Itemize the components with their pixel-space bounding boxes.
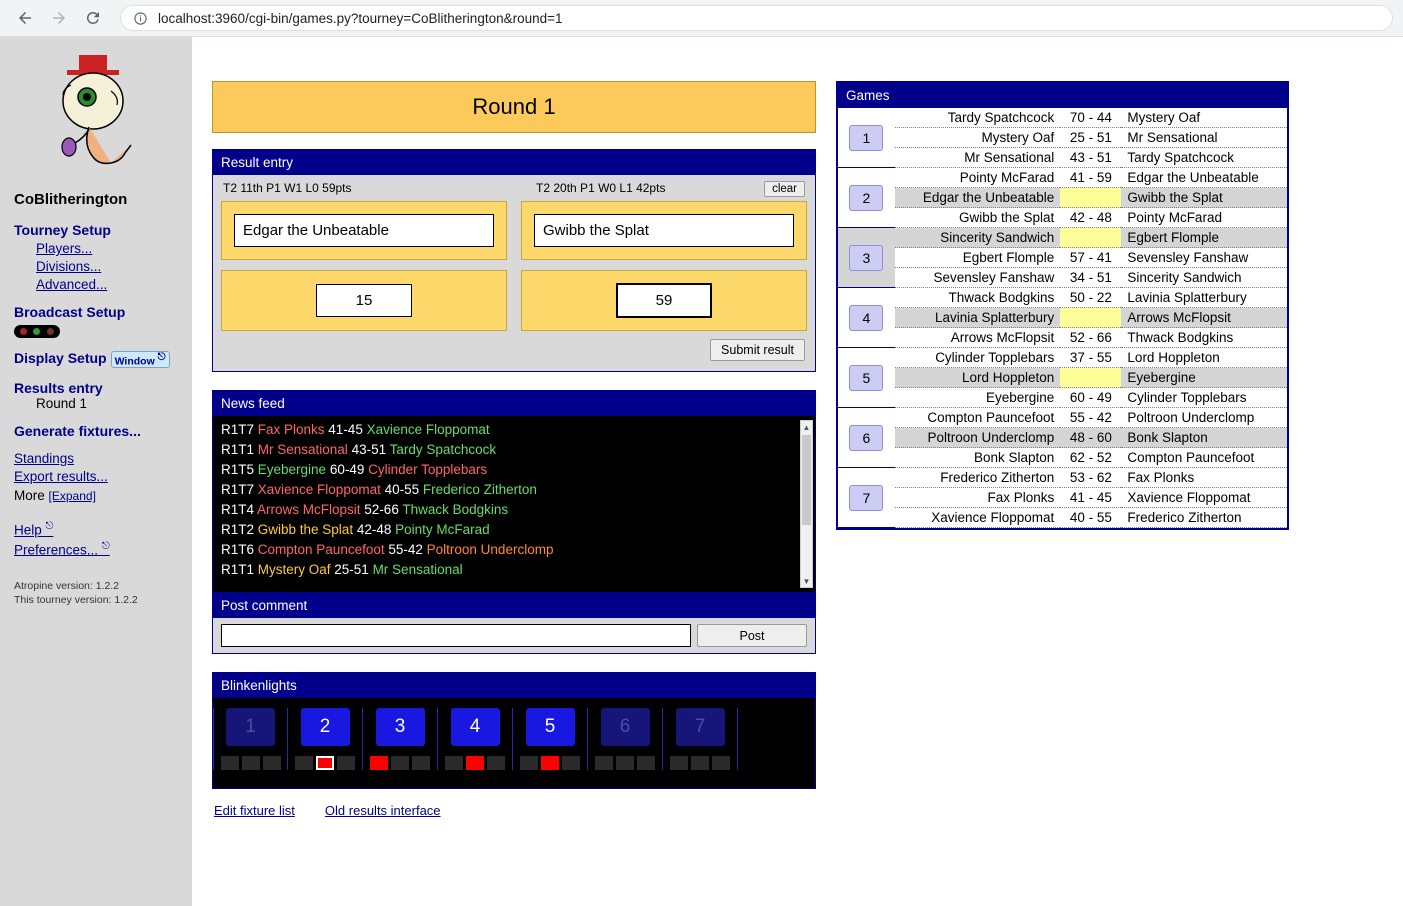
game-score[interactable]: 50 - 22 bbox=[1060, 288, 1121, 308]
sidebar-item-divisions[interactable]: Divisions... bbox=[36, 259, 102, 274]
blinkenlights-title: Blinkenlights bbox=[213, 673, 815, 698]
games-table bbox=[838, 108, 1287, 528]
browser-toolbar bbox=[0, 0, 1403, 37]
sidebar-more-label: More bbox=[14, 488, 45, 504]
version-info bbox=[14, 579, 178, 607]
table-row[interactable] bbox=[838, 168, 1287, 188]
game-score[interactable]: 41 - 59 bbox=[1060, 168, 1121, 188]
table-row[interactable] bbox=[838, 388, 1287, 408]
table-number-cell bbox=[838, 168, 895, 228]
table-row[interactable] bbox=[838, 308, 1287, 328]
news-line bbox=[221, 442, 807, 457]
table-number-cell bbox=[838, 468, 895, 528]
blinkenlight-lamp bbox=[316, 756, 334, 770]
news-line-score: 42-48 bbox=[356, 522, 396, 537]
edit-fixture-list-link[interactable]: Edit fixture list bbox=[214, 803, 295, 818]
table-number-cell bbox=[838, 288, 895, 348]
game-player1: Gwibb the Splat bbox=[895, 208, 1061, 228]
game-player2: Gwibb the Splat bbox=[1121, 188, 1287, 208]
player2-score-input[interactable] bbox=[616, 283, 712, 318]
game-player1: Pointy McFarad bbox=[895, 168, 1061, 188]
blinkenlight-lamps bbox=[370, 756, 430, 770]
atropine-version: Atropine version: 1.2.2 bbox=[14, 580, 120, 593]
game-player2: Arrows McFlopsit bbox=[1121, 308, 1287, 328]
game-player2: Lord Hoppleton bbox=[1121, 348, 1287, 368]
game-score[interactable]: 43 - 51 bbox=[1060, 148, 1121, 168]
game-score[interactable] bbox=[1060, 188, 1121, 208]
news-line-player1: Compton Pauncefoot bbox=[257, 542, 389, 557]
round-banner: Round 1 bbox=[212, 81, 816, 133]
news-feed-body bbox=[213, 416, 815, 592]
news-line-score: 25-51 bbox=[334, 562, 373, 577]
table-row[interactable] bbox=[838, 428, 1287, 448]
news-line bbox=[221, 422, 807, 437]
table-row[interactable] bbox=[838, 108, 1287, 128]
news-line-code: R1T7 bbox=[221, 482, 258, 497]
news-line bbox=[221, 562, 807, 577]
table-row[interactable] bbox=[838, 508, 1287, 528]
game-player2: Bonk Slapton bbox=[1121, 428, 1287, 448]
table-number-badge: 5 bbox=[849, 365, 883, 391]
sidebar-heading-display-setup[interactable] bbox=[14, 350, 178, 368]
news-line-player1: Mr Sensational bbox=[257, 442, 352, 457]
result-entry-body bbox=[213, 175, 815, 371]
game-score[interactable]: 37 - 55 bbox=[1060, 348, 1121, 368]
game-player2: Tardy Spatchcock bbox=[1121, 148, 1287, 168]
blinkenlight-table-number[interactable]: 6 bbox=[601, 708, 650, 746]
game-player2: Egbert Flomple bbox=[1121, 228, 1287, 248]
blinkenlight-lamp bbox=[412, 756, 430, 770]
sidebar-item-standings[interactable]: Standings bbox=[14, 451, 75, 467]
player2-name-input[interactable] bbox=[534, 214, 794, 247]
game-player2: Fax Plonks bbox=[1121, 468, 1287, 488]
blinkenlight-lamp bbox=[691, 756, 709, 770]
sidebar-heading-generate-fixtures[interactable]: Generate fixtures... bbox=[14, 423, 141, 440]
game-player2: Eyebergine bbox=[1121, 368, 1287, 388]
table-row[interactable] bbox=[838, 348, 1287, 368]
blinkenlight-lamp bbox=[337, 756, 355, 770]
external-link-icon: ⎋ bbox=[101, 540, 110, 552]
blinkenlight-group[interactable] bbox=[288, 708, 363, 770]
news-scrollbar[interactable] bbox=[800, 420, 813, 588]
post-comment-row bbox=[213, 618, 815, 653]
external-link-icon: ⎋ bbox=[157, 351, 166, 363]
result-entry-standings bbox=[221, 181, 807, 201]
blinkenlight-lamp bbox=[391, 756, 409, 770]
table-number-cell bbox=[838, 228, 895, 288]
game-score[interactable]: 42 - 48 bbox=[1060, 208, 1121, 228]
table-number-cell bbox=[838, 408, 895, 468]
game-score[interactable]: 62 - 52 bbox=[1060, 448, 1121, 468]
blinkenlight-table-number[interactable]: 7 bbox=[676, 708, 725, 746]
game-score[interactable] bbox=[1060, 368, 1121, 388]
news-lines bbox=[221, 422, 807, 577]
game-score[interactable]: 40 - 55 bbox=[1060, 508, 1121, 528]
game-player1: Cylinder Topplebars bbox=[895, 348, 1061, 368]
tourney-name: CoBlitherington bbox=[14, 191, 128, 208]
game-player1: Egbert Flomple bbox=[895, 248, 1061, 268]
game-player2: Xavience Floppomat bbox=[1121, 488, 1287, 508]
url-text: localhost:3960/cgi-bin/games.py?tourney=CoBlitherington&round=1 bbox=[158, 10, 563, 26]
player1-score-input[interactable] bbox=[316, 284, 412, 317]
game-player2: Lavinia Splatterbury bbox=[1121, 288, 1287, 308]
game-player1: Lord Hoppleton bbox=[895, 368, 1061, 388]
blinkenlight-group[interactable] bbox=[213, 708, 288, 770]
table-row[interactable] bbox=[838, 188, 1287, 208]
news-line-score: 40-55 bbox=[384, 482, 423, 497]
news-line-player2: Xavience Floppomat bbox=[366, 422, 490, 437]
news-line-player2: Tardy Spatchcock bbox=[389, 442, 497, 457]
news-feed-panel bbox=[212, 390, 816, 654]
sidebar-heading-broadcast-setup[interactable]: Broadcast Setup bbox=[14, 304, 126, 320]
table-row[interactable] bbox=[838, 448, 1287, 468]
game-score[interactable]: 60 - 49 bbox=[1060, 388, 1121, 408]
blinkenlight-lamp bbox=[595, 756, 613, 770]
sidebar-item-round-1[interactable]: Round 1 bbox=[36, 396, 88, 412]
blinkenlight-group[interactable] bbox=[513, 708, 588, 770]
table-number-badge: 3 bbox=[849, 245, 883, 271]
blinkenlight-group[interactable] bbox=[663, 708, 738, 770]
sidebar-item-preferences[interactable]: Preferences... ⎋ bbox=[14, 540, 110, 558]
blinkenlight-lamp bbox=[466, 756, 484, 770]
news-line-player1: Xavience Floppomat bbox=[257, 482, 385, 497]
game-player2: Mr Sensational bbox=[1121, 128, 1287, 148]
news-line bbox=[221, 462, 807, 477]
reload-icon[interactable] bbox=[78, 3, 108, 33]
news-line-code: R1T1 bbox=[221, 562, 258, 577]
submit-row bbox=[221, 331, 807, 363]
news-line-player2: Cylinder Topplebars bbox=[368, 462, 488, 477]
game-player2: Cylinder Topplebars bbox=[1121, 388, 1287, 408]
game-player2: Edgar the Unbeatable bbox=[1121, 168, 1287, 188]
result-entry-title: Result entry bbox=[213, 150, 815, 175]
blinkenlight-lamp bbox=[221, 756, 239, 770]
game-score[interactable]: 52 - 66 bbox=[1060, 328, 1121, 348]
table-number-badge: 4 bbox=[849, 305, 883, 331]
player1-name-input[interactable] bbox=[234, 214, 494, 247]
blinkenlight-lamps bbox=[670, 756, 730, 770]
display-setup-label: Display Setup bbox=[14, 350, 107, 366]
info-circle-icon bbox=[133, 11, 148, 26]
game-player2: Sincerity Sandwich bbox=[1121, 268, 1287, 288]
page-body bbox=[0, 37, 1403, 906]
blinkenlight-lamps bbox=[221, 756, 281, 770]
game-score[interactable] bbox=[1060, 308, 1121, 328]
forward-arrow-icon[interactable] bbox=[44, 3, 74, 33]
table-row[interactable] bbox=[838, 148, 1287, 168]
blinkenlight-lamp bbox=[541, 756, 559, 770]
table-row[interactable] bbox=[838, 248, 1287, 268]
game-player2: Poltroon Underclomp bbox=[1121, 408, 1287, 428]
news-line-code: R1T4 bbox=[221, 502, 258, 517]
game-score[interactable]: 57 - 41 bbox=[1060, 248, 1121, 268]
news-line bbox=[221, 502, 807, 517]
table-number-badge: 7 bbox=[849, 485, 883, 511]
game-player1: Xavience Floppomat bbox=[895, 508, 1061, 528]
table-number-cell bbox=[838, 108, 895, 168]
game-player1: Thwack Bodgkins bbox=[895, 288, 1061, 308]
news-line-player1: Eyebergine bbox=[257, 462, 330, 477]
post-button[interactable]: Post bbox=[697, 624, 807, 647]
table-row[interactable] bbox=[838, 208, 1287, 228]
game-score[interactable]: 48 - 60 bbox=[1060, 428, 1121, 448]
blinkenlights-body bbox=[213, 698, 815, 788]
news-line-player1: Gwibb the Splat bbox=[257, 522, 357, 537]
blinkenlight-lamp bbox=[263, 756, 281, 770]
sidebar-item-advanced[interactable]: Advanced... bbox=[36, 277, 108, 292]
game-player1: Fax Plonks bbox=[895, 488, 1061, 508]
game-score[interactable] bbox=[1060, 228, 1121, 248]
player1-standing: T2 11th P1 W1 L0 59pts bbox=[223, 181, 352, 195]
table-row[interactable] bbox=[838, 288, 1287, 308]
blinkenlight-lamps bbox=[520, 756, 580, 770]
game-player1: Lavinia Splatterbury bbox=[895, 308, 1061, 328]
result-entry-panel bbox=[212, 149, 816, 372]
news-line-code: R1T1 bbox=[221, 442, 258, 457]
news-line-score: 55-42 bbox=[388, 542, 427, 557]
address-bar[interactable] bbox=[120, 5, 1393, 31]
table-row[interactable] bbox=[838, 408, 1287, 428]
player1-score-cell bbox=[221, 270, 507, 331]
blinkenlight-lamp bbox=[487, 756, 505, 770]
blinkenlight-lamp bbox=[670, 756, 688, 770]
game-score[interactable]: 25 - 51 bbox=[1060, 128, 1121, 148]
blinkenlight-lamps bbox=[445, 756, 505, 770]
submit-result-button[interactable]: Submit result bbox=[710, 339, 805, 361]
blinkenlight-lamps bbox=[295, 756, 355, 770]
blinkenlight-lamp bbox=[242, 756, 260, 770]
table-row[interactable] bbox=[838, 268, 1287, 288]
sidebar-item-players[interactable]: Players... bbox=[36, 241, 93, 256]
news-line-player1: Mystery Oaf bbox=[257, 562, 335, 577]
blinkenlights-panel bbox=[212, 672, 816, 789]
game-player2: Pointy McFarad bbox=[1121, 208, 1287, 228]
sidebar-heading-tourney-setup: Tourney Setup bbox=[14, 222, 111, 238]
traffic-lights-icon bbox=[14, 325, 60, 338]
table-number-badge: 6 bbox=[849, 425, 883, 451]
window-badge[interactable]: Window ⎋ bbox=[111, 351, 170, 369]
main-column bbox=[212, 81, 816, 818]
game-player1: Mystery Oaf bbox=[895, 128, 1061, 148]
player2-score-cell bbox=[521, 270, 807, 331]
game-score[interactable]: 41 - 45 bbox=[1060, 488, 1121, 508]
blinkenlight-group[interactable] bbox=[438, 708, 513, 770]
blinkenlight-lamps bbox=[595, 756, 655, 770]
external-link-icon: ⎋ bbox=[45, 521, 54, 533]
news-line-code: R1T6 bbox=[221, 542, 258, 557]
table-row[interactable] bbox=[838, 228, 1287, 248]
news-line-code: R1T7 bbox=[221, 422, 258, 437]
table-row[interactable] bbox=[838, 328, 1287, 348]
comment-input[interactable] bbox=[221, 624, 691, 647]
news-line bbox=[221, 542, 807, 557]
news-line bbox=[221, 482, 807, 497]
news-line-code: R1T5 bbox=[221, 462, 258, 477]
news-line-player1: Fax Plonks bbox=[257, 422, 329, 437]
news-line bbox=[221, 522, 807, 537]
game-score[interactable]: 55 - 42 bbox=[1060, 408, 1121, 428]
blinkenlight-group[interactable] bbox=[588, 708, 663, 770]
blinkenlight-table-number[interactable]: 5 bbox=[526, 708, 575, 746]
scroll-down-icon[interactable]: ▼ bbox=[802, 576, 811, 586]
news-line-code: R1T2 bbox=[221, 522, 258, 537]
news-line-player1: Arrows McFlopsit bbox=[257, 502, 365, 517]
player-score-row bbox=[221, 270, 807, 331]
player1-name-cell bbox=[221, 201, 507, 260]
news-line-player2: Poltroon Underclomp bbox=[426, 542, 554, 557]
table-row[interactable] bbox=[838, 468, 1287, 488]
sidebar-item-help[interactable]: Help ⎋ bbox=[14, 521, 54, 538]
blinkenlight-table-number[interactable]: 4 bbox=[451, 708, 500, 746]
blinkenlight-group[interactable] bbox=[363, 708, 438, 770]
post-comment-title: Post comment bbox=[213, 592, 815, 618]
game-player1: Arrows McFlopsit bbox=[895, 328, 1061, 348]
tourney-version: This tourney version: 1.2.2 bbox=[14, 594, 138, 607]
news-line-player2: Thwack Bodgkins bbox=[402, 502, 509, 517]
old-results-interface-link[interactable]: Old results interface bbox=[324, 803, 441, 818]
game-player1: Edgar the Unbeatable bbox=[895, 188, 1061, 208]
app-logo bbox=[14, 47, 178, 173]
news-line-score: 52-66 bbox=[364, 502, 403, 517]
game-player1: Mr Sensational bbox=[895, 148, 1061, 168]
table-row[interactable] bbox=[838, 488, 1287, 508]
news-line-score: 41-45 bbox=[328, 422, 367, 437]
game-player1: Sincerity Sandwich bbox=[895, 228, 1061, 248]
blinkenlight-table-number[interactable]: 2 bbox=[301, 708, 350, 746]
news-line-player2: Mr Sensational bbox=[372, 562, 463, 577]
game-score[interactable]: 70 - 44 bbox=[1060, 108, 1121, 128]
game-player1: Poltroon Underclomp bbox=[895, 428, 1061, 448]
game-player1: Bonk Slapton bbox=[895, 448, 1061, 468]
player2-standing: T2 20th P1 W0 L1 42pts bbox=[536, 181, 666, 195]
game-score[interactable]: 34 - 51 bbox=[1060, 268, 1121, 288]
games-panel bbox=[836, 81, 1289, 530]
blinkenlight-lamp bbox=[370, 756, 388, 770]
table-number-badge: 1 bbox=[849, 125, 883, 151]
clear-button[interactable]: clear bbox=[764, 181, 805, 197]
back-arrow-icon[interactable] bbox=[10, 3, 40, 33]
news-line-score: 43-51 bbox=[351, 442, 390, 457]
blinkenlight-lamp bbox=[637, 756, 655, 770]
blinkenlight-lamp bbox=[445, 756, 463, 770]
news-feed-title: News feed bbox=[213, 391, 815, 416]
game-player1: Frederico Zitherton bbox=[895, 468, 1061, 488]
sidebar-more-row bbox=[14, 488, 178, 503]
sidebar bbox=[0, 37, 192, 906]
blinkenlight-lamp bbox=[562, 756, 580, 770]
table-row[interactable] bbox=[838, 368, 1287, 388]
news-line-player2: Frederico Zitherton bbox=[422, 482, 537, 497]
blinkenlight-table-number[interactable]: 1 bbox=[226, 708, 275, 746]
game-player1: Sevensley Fanshaw bbox=[895, 268, 1061, 288]
game-score[interactable]: 53 - 62 bbox=[1060, 468, 1121, 488]
news-line-player2: Pointy McFarad bbox=[395, 522, 490, 537]
blinkenlight-lamp bbox=[520, 756, 538, 770]
sidebar-heading-results-entry: Results entry bbox=[14, 380, 103, 397]
games-title: Games bbox=[838, 83, 1287, 108]
blinkenlight-lamp bbox=[712, 756, 730, 770]
game-player1: Compton Pauncefoot bbox=[895, 408, 1061, 428]
game-player2: Mystery Oaf bbox=[1121, 108, 1287, 128]
game-player2: Frederico Zitherton bbox=[1121, 508, 1287, 528]
bottom-links bbox=[212, 803, 816, 818]
scroll-up-icon[interactable]: ▲ bbox=[802, 422, 811, 432]
blinkenlight-table-number[interactable]: 3 bbox=[376, 708, 425, 746]
table-number-badge: 2 bbox=[849, 185, 883, 211]
news-line-score: 60-49 bbox=[329, 462, 369, 477]
sidebar-item-export-results[interactable]: Export results... bbox=[14, 469, 108, 485]
game-player2: Sevensley Fanshaw bbox=[1121, 248, 1287, 268]
table-row[interactable] bbox=[838, 128, 1287, 148]
player2-name-cell bbox=[521, 201, 807, 260]
game-player2: Compton Pauncefoot bbox=[1121, 448, 1287, 468]
game-player1: Eyebergine bbox=[895, 388, 1061, 408]
game-player2: Thwack Bodgkins bbox=[1121, 328, 1287, 348]
player-name-row bbox=[221, 201, 807, 260]
sidebar-more-expand[interactable]: [Expand] bbox=[48, 489, 96, 504]
game-player1: Tardy Spatchcock bbox=[895, 108, 1061, 128]
blinkenlight-lamp bbox=[295, 756, 313, 770]
scrollbar-thumb[interactable] bbox=[802, 435, 811, 525]
table-number-cell bbox=[838, 348, 895, 408]
blinkenlight-lamp bbox=[616, 756, 634, 770]
